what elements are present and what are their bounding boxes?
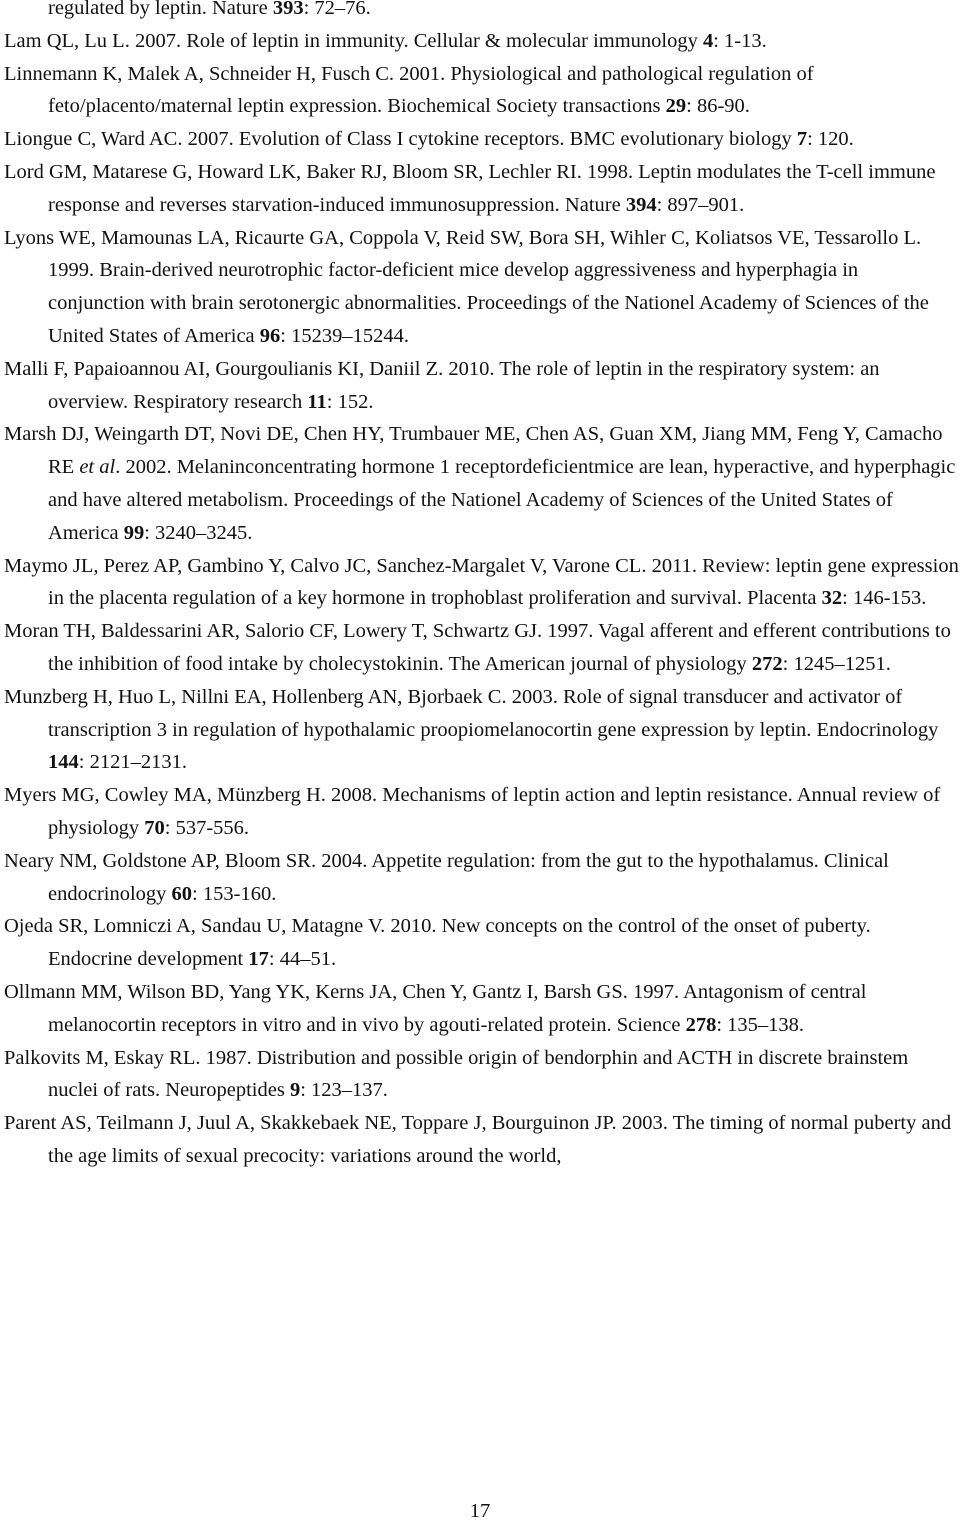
reference-text: Liongue C, Ward AC. 2007. Evolution of Class I cytokine receptors. BMC evolutionary biology bbox=[4, 128, 797, 151]
reference-volume: 393 bbox=[272, 0, 304, 19]
reference-entry bbox=[0, 681, 960, 779]
reference-pages: : 72–76. bbox=[303, 0, 371, 19]
reference-pages: : 152. bbox=[326, 390, 374, 413]
reference-entry bbox=[0, 1107, 960, 1173]
reference-volume: 272 bbox=[751, 652, 783, 675]
reference-pages: : 3240–3245. bbox=[144, 521, 253, 544]
reference-volume: 7 bbox=[796, 128, 808, 151]
reference-volume: 394 bbox=[625, 193, 657, 216]
reference-entry bbox=[0, 25, 960, 58]
reference-entry bbox=[0, 615, 960, 681]
reference-volume: 29 bbox=[665, 95, 687, 118]
reference-entry bbox=[0, 0, 960, 25]
reference-volume: 11 bbox=[307, 390, 327, 413]
reference-entry bbox=[0, 156, 960, 222]
reference-pages: : 123–137. bbox=[300, 1079, 388, 1102]
reference-entry bbox=[0, 123, 960, 156]
reference-text: Neary NM, Goldstone AP, Bloom SR. 2004. Appetite regulation: from the gut to the hypothalamus. Clinical endocrinology bbox=[4, 849, 889, 905]
page-number: 17 bbox=[469, 1500, 491, 1522]
reference-entry bbox=[0, 222, 960, 353]
reference-pages: : 537-556. bbox=[164, 816, 250, 839]
reference-text: Maymo JL, Perez AP, Gambino Y, Calvo JC, Sanchez-Margalet V, Varone CL. 2011. Review: leptin gene expression in the placenta regulation of a key hormone in trophoblast proliferation and survival. Placenta bbox=[4, 554, 959, 610]
reference-entry bbox=[0, 353, 960, 419]
reference-pages: : 86-90. bbox=[686, 95, 750, 118]
reference-entry bbox=[0, 910, 960, 976]
reference-volume: 96 bbox=[259, 324, 281, 347]
reference-entry bbox=[0, 418, 960, 549]
reference-pages: : 44–51. bbox=[268, 948, 337, 971]
reference-pages: : 153-160. bbox=[192, 882, 277, 905]
reference-pages: : 2121–2131. bbox=[78, 751, 187, 774]
reference-text: Marsh DJ, Weingarth DT, Novi DE, Chen HY, Trumbauer ME, Chen AS, Guan XM, Jiang MM, Feng Y, Camacho RE bbox=[4, 423, 943, 479]
reference-text: Ollmann MM, Wilson BD, Yang YK, Kerns JA, Chen Y, Gantz I, Barsh GS. 1997. Antagonism of central melanocortin receptors in vitro and in vivo by agouti-related protein. Science bbox=[4, 980, 867, 1036]
reference-volume: 32 bbox=[821, 587, 843, 610]
reference-volume: 278 bbox=[685, 1013, 717, 1036]
reference-pages: : 135–138. bbox=[716, 1013, 805, 1036]
reference-entry bbox=[0, 845, 960, 911]
reference-text: Palkovits M, Eskay RL. 1987. Distribution and possible origin of bendorphin and ACTH in discrete brainstem nuclei of rats. Neuropeptides bbox=[4, 1046, 909, 1102]
reference-pages: : 120. bbox=[807, 128, 854, 151]
reference-text: regulated by leptin. Nature bbox=[48, 0, 273, 19]
reference-volume: 17 bbox=[248, 948, 269, 971]
reference-text: Linnemann K, Malek A, Schneider H, Fusch C. 2001. Physiological and pathological regulation of feto/placento/maternal leptin expression. Biochemical Society transactions bbox=[4, 62, 814, 118]
reference-volume: 144 bbox=[48, 751, 79, 774]
reference-volume: 9 bbox=[289, 1079, 301, 1102]
reference-text: Myers MG, Cowley MA, Münzberg H. 2008. Mechanisms of leptin action and leptin resistance. Annual review of physiology bbox=[4, 784, 941, 839]
reference-volume: 60 bbox=[171, 882, 193, 905]
reference-text-continued: . 2002. Melaninconcentrating hormone 1 receptordeficientmice are lean, hyperactive, and hyperphagic and have altered metabolism. Proceedings of the Nationel Academy of Sciences of the United States of America bbox=[48, 456, 956, 544]
reference-volume: 99 bbox=[123, 521, 145, 544]
reference-entry bbox=[0, 779, 960, 845]
reference-text: Lam QL, Lu L. 2007. Role of leptin in immunity. Cellular & molecular immunology bbox=[4, 29, 703, 52]
reference-text: Lord GM, Matarese G, Howard LK, Baker RJ, Bloom SR, Lechler RI. 1998. Leptin modulates the T-cell immune response and reverses starvation-induced immunosuppression. Nature bbox=[4, 160, 936, 216]
reference-text: Malli F, Papaioannou AI, Gourgoulianis KI, Daniil Z. 2010. The role of leptin in the respiratory system: an overview. Respiratory research bbox=[4, 357, 880, 413]
reference-entry bbox=[0, 1042, 960, 1108]
reference-volume: 4 bbox=[702, 29, 714, 52]
reference-entry bbox=[0, 58, 960, 124]
reference-text: Munzberg H, Huo L, Nillni EA, Hollenberg AN, Bjorbaek C. 2003. Role of signal transducer and activator of transcription 3 in regulation of hypothalamic proopiomelanocortin gene expression by leptin. Endocrinology bbox=[4, 685, 939, 741]
reference-pages: : 1-13. bbox=[713, 29, 767, 52]
reference-text: Ojeda SR, Lomniczi A, Sandau U, Matagne V. 2010. New concepts on the control of the onset of puberty. Endocrine development bbox=[4, 915, 871, 971]
reference-entry bbox=[0, 976, 960, 1042]
reference-text: Moran TH, Baldessarini AR, Salorio CF, Lowery T, Schwartz GJ. 1997. Vagal afferent and efferent contributions to the inhibition of food intake by cholecystokinin. The American journal of physiology bbox=[4, 620, 951, 675]
reference-text: Lyons WE, Mamounas LA, Ricaurte GA, Coppola V, Reid SW, Bora SH, Wihler C, Koliatsos VE, Tessarollo L. 1999. Brain-derived neurotrophic factor-deficient mice develop aggressiveness and hyperphagia in conjunction with brain serotonergic abnormalities. Proceedings of the Nationel Academy of Sciences of the United States of America bbox=[4, 226, 929, 347]
reference-pages: : 1245–1251. bbox=[782, 652, 891, 675]
reference-et-al: et al bbox=[79, 456, 116, 479]
reference-text: Parent AS, Teilmann J, Juul A, Skakkebaek NE, Toppare J, Bourguinon JP. 2003. The timing of normal puberty and the age limits of sexual precocity: variations around the world, bbox=[4, 1112, 952, 1167]
reference-pages: : 146-153. bbox=[842, 587, 927, 610]
reference-pages: : 15239–15244. bbox=[280, 324, 409, 347]
reference-volume: 70 bbox=[144, 816, 165, 839]
reference-entry bbox=[0, 550, 960, 616]
reference-pages: : 897–901. bbox=[656, 193, 745, 216]
